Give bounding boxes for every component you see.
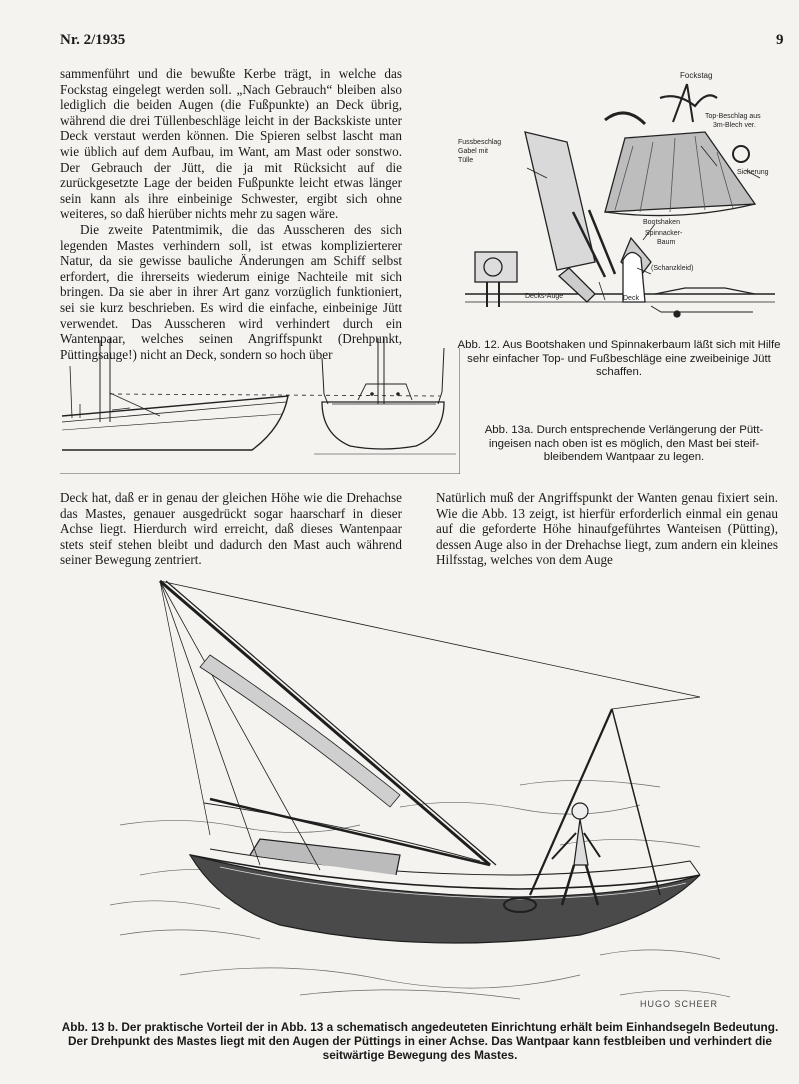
text-column-middle-right: [436, 490, 778, 568]
figure-13b-caption-text: Der praktische Vorteil der in Abb. 13 a schematisch angedeuteten Einrichtung erhält beim Einhandsegeln Bedeutung. Der Drehpunkt des Mastes liegt mit den Augen der Püttings in einer Achse. Das Wantpaar kann festbleiben und verhindert die seitwärtige Bewegung des Mastes.: [67, 1020, 779, 1062]
label-sicherung: Sicherung: [737, 169, 769, 176]
label-spinnacker-2: Baum: [657, 239, 676, 246]
artist-signature: HUGO SCHEER: [640, 999, 719, 1009]
figure-13a-drawing: [60, 338, 460, 474]
paragraph: Die zweite Patentmimik, die das Ausscheren des sich legenden Mastes verhindern soll, ist etwas komplizierterer Natur, da sie gewisse bauliche Änderungen am Schiff selbst erfordert, die ihrerseits wiederum einige Nachteile mit sich bringen. Da sie aber in ihrer Art ganz vorzüglich funktioniert, sei sie kurz beschrieben. Es wird die einfache, einbeinige Jütt verwendet. Das Ausscheren wird verhindert durch ein Wantenpaar, welches seinen Angriffspunkt (Drehpunkt, Püttingsauge!) nicht an Deck, sondern so hoch über: [60, 221, 402, 362]
paragraph: Natürlich muß der Angriffspunkt der Wanten genau fixiert sein. Wie die Abb. 13 zeigt, ist hierfür erforderlich einmal ein genau auf die geforderte Höhe hinaufgeführtes Wanteisen (Pütting), dessen Auge also in der Drehachse liegt, zum andern ein kleines Hilfsstag, welches von dem Auge: [436, 490, 778, 568]
figure-13a-caption: Abb. 13a. Durch entsprechende Verlängerung der Pütt-ingeisen nach oben ist es möglich, den Mast bei steif-bleibendem Wantpaar zu legen.: [484, 424, 764, 464]
issue-number: Nr. 2/1935: [60, 32, 126, 48]
label-bootshaken: Bootshaken: [643, 219, 680, 226]
label-fockstag: Fockstag: [680, 71, 713, 80]
paragraph: Deck hat, daß er in genau der gleichen Höhe wie die Drehachse das Mastes, genauer ausgedrückt sogar haarscharf in dieser Achse liegt. Hierdurch wird erreicht, daß dieses Wantenpaar stets steif stehen bleibt und dadurch den Mast auch während seiner Bewegung zentriert.: [60, 490, 402, 568]
figure-13b-caption: [60, 1020, 780, 1062]
page-number: 9: [776, 32, 784, 48]
label-top-beschlag-2: 3m-Blech ver.: [713, 122, 756, 129]
text-column-middle-left: [60, 490, 402, 568]
paragraph: sammenführt und die bewußte Kerbe trägt, in welche das Fockstag eingelegt werden soll. „Nach Gebrauch“ bleiben also lediglich die beiden Augen (die Fußpunkte) an Deck übrig, während die drei Tüllenbeschläge leicht in der Backskiste unter Deck verstaut werden können. Die Spieren selbst lascht man wie üblich auf dem Aufbau, im Want, am Mast oder sonstwo. Der Gebrauch der Jütt, die ja mit Rücksicht auf die zurückgesetzte Lage der beiden Fußpunkte leicht etwas länger sein kann als ihre einbeinige Schwester, ergibt sich ohne weiteres, so daß hierüber nichts mehr zu sagen wäre.: [60, 66, 402, 222]
label-fussbeschlag-2: Gabel mit: [458, 148, 488, 155]
label-decks-auge: Decks-Auge: [525, 293, 564, 300]
label-schanzkleid: (Schanzkleid): [651, 265, 694, 272]
figure-13b-caption-label: Abb. 13 b.: [61, 1020, 119, 1034]
figure-13b-illustration: [100, 575, 740, 1015]
text-column-top-left: [60, 66, 402, 362]
label-fussbeschlag-1: Fussbeschlag: [458, 139, 502, 146]
label-spinnacker-1: Spinnacker-: [645, 230, 683, 237]
label-fussbeschlag-3: Tülle: [458, 157, 474, 164]
figure-12-drawing: [455, 62, 785, 334]
label-deck: Deck: [623, 295, 639, 302]
figure-12-caption: Abb. 12. Aus Bootshaken und Spinnakerbaum läßt sich mit Hilfe sehr einfacher Top- und Fußbeschläge eine zweibeinige Jütt schaffen.: [457, 339, 781, 379]
label-top-beschlag-1: Top-Beschlag aus: [705, 113, 761, 120]
